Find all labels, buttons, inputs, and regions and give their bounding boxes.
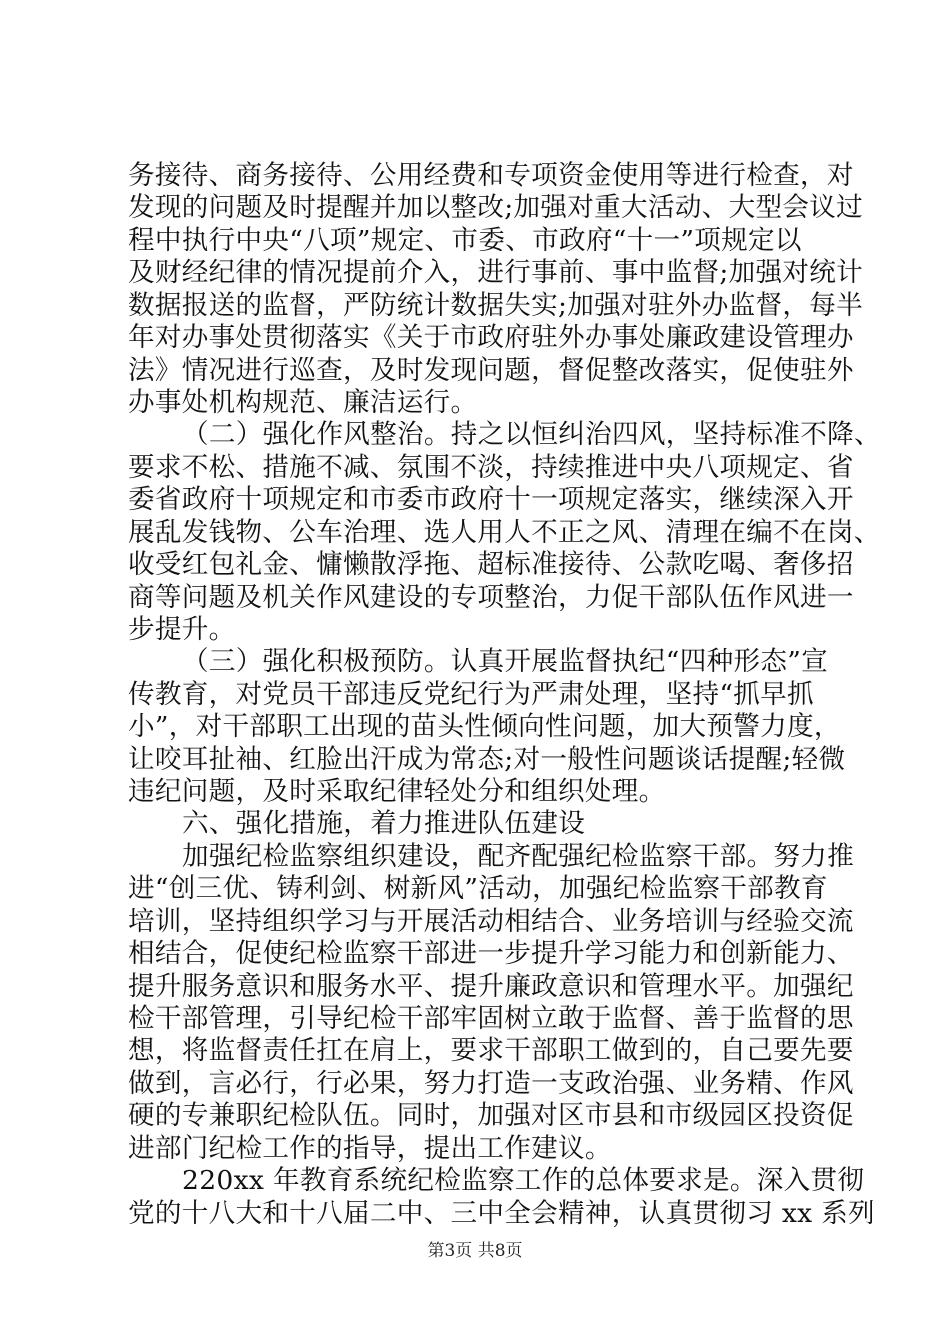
body-text-line: 收受红包礼金、慵懒散浮拖、超标准接待、公款吃喝、奢侈招 [128,549,854,581]
body-text-line: 检干部管理，引导纪检干部牢固树立敢于监督、善于监督的思 [128,1003,854,1035]
body-text-line: 及财经纪律的情况提前介入，进行事前、事中监督;加强对统计 [128,257,863,289]
body-text-line: 相结合，促使纪检监察干部进一步提升学习能力和创新能力、 [128,938,854,970]
body-text-line: 法》情况进行巡查，及时发现问题，督促整改落实，促使驻外 [128,354,854,386]
body-text-line: 小”，对干部职工出现的苗头性倾向性问题，加大预警力度， [128,711,841,743]
section-title: 六、强化措施，着力推进队伍建设 [182,808,586,840]
body-text-line: 做到，言必行，行必果，努力打造一支政治强、业务精、作风 [128,1067,854,1099]
body-text-line: 想，将监督责任扛在肩上，要求干部职工做到的，自己要先要 [128,1035,854,1067]
body-text-line: 要求不松、措施不减、氛围不淡，持续推进中央八项规定、省 [128,451,854,483]
body-text-line: 务接待、商务接待、公用经费和专项资金使用等进行检查，对 [128,160,854,191]
body-text-line: 培训，坚持组织学习与开展活动相结合、业务培训与经验交流 [128,905,854,937]
section-heading-line: （三）强化积极预防。认真开展监督执纪“四种形态”宣 [182,646,828,678]
body-text-line: 让咬耳扯袖、红脸出汗成为常态;对一般性问题谈话提醒;轻微 [128,743,846,775]
body-text-line: 年对办事处贯彻落实《关于市政府驻外办事处廉政建设管理办 [128,322,854,354]
body-text-line: 商等问题及机关作风建设的专项整治，力促干部队伍作风进一 [128,581,854,613]
body-text-line: 进“创三优、铸利剑、树新风”活动，加强纪检监察干部教育 [128,873,828,905]
body-text-line: 发现的问题及时提醒并加以整改;加强对重大活动、大型会议过 [128,192,863,224]
body-text-line: 步提升。 [128,613,236,645]
body-text-line: 数据报送的监督，严防统计数据失实;加强对驻外办监督，每半 [128,289,863,321]
section-heading-line: （二）强化作风整治。持之以恒纠治四风，坚持标准不降、 [182,419,881,451]
body-text-line: 程中执行中央“八项”规定、市委、市政府“十一”项规定以 [128,224,802,256]
body-text-line: 委省政府十项规定和市委市政府十一项规定落实，继续深入开 [128,484,854,516]
page-number-footer: 第3页 共8页 [427,1241,523,1261]
paragraph-first-line: 加强纪检监察组织建设，配齐配强纪检监察干部。努力推 [182,840,854,872]
body-text-line: 办事处机构规范、廉洁运行。 [128,386,478,418]
body-text-line: 提升服务意识和服务水平、提升廉政意识和管理水平。加强纪 [128,970,854,1002]
body-text-line: 传教育，对党员干部违反党纪行为严肃处理，坚持“抓早抓 [128,678,814,710]
paragraph-first-line: 220xx 年教育系统纪检监察工作的总体要求是。深入贯彻 [182,1165,865,1197]
body-text-line: 展乱发钱物、公车治理、选人用人不正之风、清理在编不在岗、 [128,516,881,548]
body-text-line: 违纪问题，及时采取纪律轻处分和组织处理。 [128,776,666,808]
body-text-line: 进部门纪检工作的指导，提出工作建议。 [128,1132,612,1164]
body-text-line: 硬的专兼职纪检队伍。同时，加强对区市县和市级园区投资促 [128,1100,854,1132]
body-text-line: 党的十八大和十八届二中、三中全会精神，认真贯彻习 xx 系列 [128,1197,875,1229]
